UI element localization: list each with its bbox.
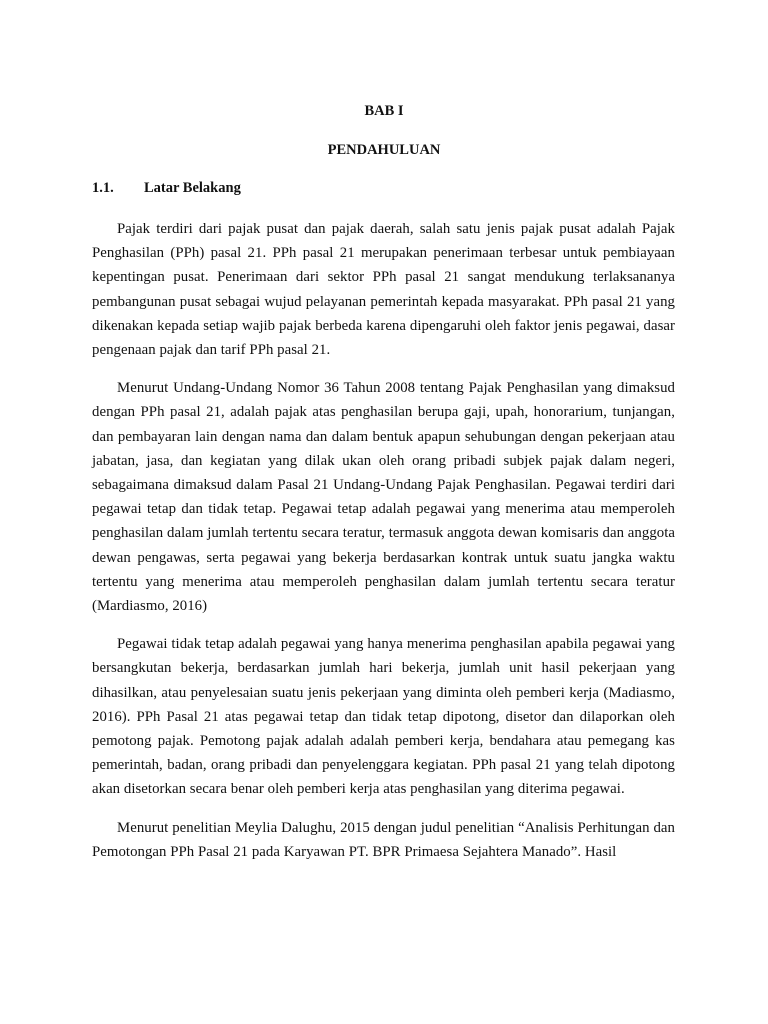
section-heading [92,180,241,197]
section-title: Latar Belakang [144,180,241,196]
paragraph-1: Pajak terdiri dari pajak pusat dan pajak daerah, salah satu jenis pajak pusat adalah Pajak Penghasilan (PPh) pasal 21. PPh pasal 21 merupakan penerimaan terbesar untuk pembiayaan kepentingan pusat. Penerimaan dari sektor PPh pasal 21 sangat mendukung terlaksananya pembangunan pusat sebagai wujud pelayanan pemerintah kepada masyarakat. PPh pasal 21 yang dikenakan kepada setiap wajib pajak berbeda karena dipengaruhi oleh faktor jenis pegawai, dasar pengenaan pajak dan tarif PPh pasal 21. [92,221,675,359]
paragraph-2: Menurut Undang-Undang Nomor 36 Tahun 2008 tentang Pajak Penghasilan yang dimaksud dengan PPh pasal 21, adalah pajak atas penghasilan berupa gaji, upah, honorarium, tunjangan, dan pembayaran lain dengan nama dan dalam bentuk apapun sehubungan dengan pekerjaan atau jabatan, jasa, dan kegiatan yang dilak ukan oleh orang pribadi subjek pajak dalam negeri, sebagaimana dimaksud dalam Pasal 21 Undang-Undang Pajak Penghasilan. Pegawai terdiri dari pegawai tetap dan tidak tetap. Pegawai tetap adalah pegawai yang menerima atau memperoleh penghasilan dalam jumlah tertentu secara teratur, termasuk anggota dewan komisaris dan anggota dewan pengawas, serta pegawai yang bekerja berdasarkan kontrak untuk suatu jangka waktu tertentu yang menerima atau memperoleh penghasilan dalam jumlah tertentu secara teratur (Mardiasmo, 2016) [92,380,675,615]
body-text [92,217,675,878]
paragraph-3: Pegawai tidak tetap adalah pegawai yang hanya menerima penghasilan apabila pegawai yang bersangkutan bekerja, berdasarkan jumlah hari bekerja, jumlah unit hasil pekerjaan yang dihasilkan, atau penyelesaian suatu jenis pekerjaan yang diminta oleh pemberi kerja (Madiasmo, 2016). PPh Pasal 21 atas pegawai tetap dan tidak tetap dipotong, disetor dan dilaporkan oleh pemotong pajak. Pemotong pajak adalah adalah pemberi kerja, bendahara atau pemegang kas pemerintah, badan, orang pribadi dan penyelenggara kegiatan. PPh pasal 21 yang telah dipotong akan disetorkan secara benar oleh pemberi kerja atas penghasilan yang diterima pegawai. [92,636,675,798]
chapter-number: BAB I [364,103,404,119]
chapter-title: PENDAHULUAN [327,142,441,158]
section-number: 1.1. [92,180,114,196]
paragraph-4: Menurut penelitian Meylia Dalughu, 2015 dengan judul penelitian “Analisis Perhitungan dan Pemotongan PPh Pasal 21 pada Karyawan PT. BPR Primaesa Sejahtera Manado”. Hasil [92,819,675,860]
